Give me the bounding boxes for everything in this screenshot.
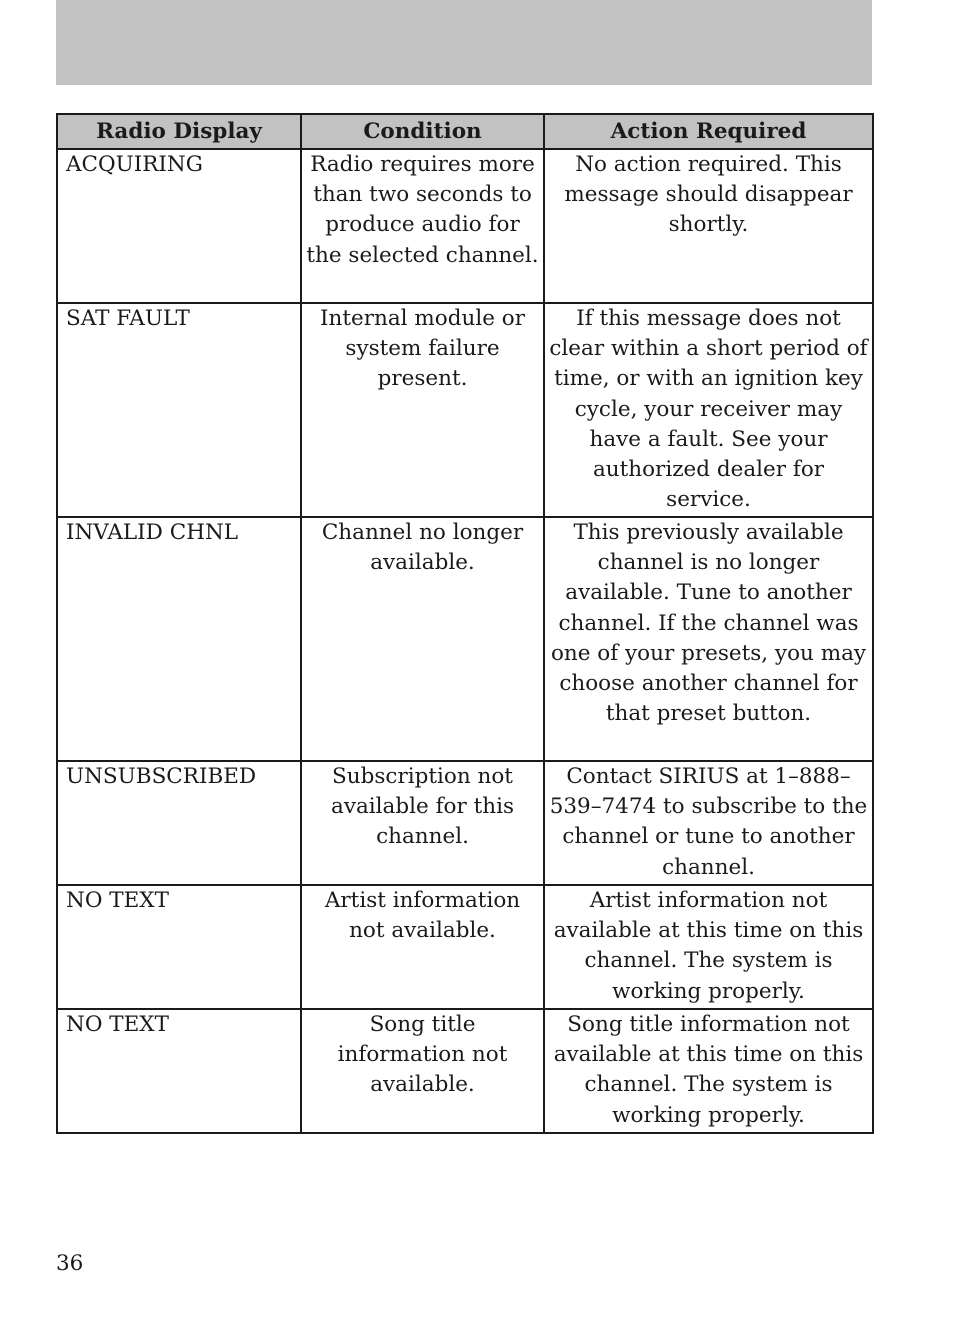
action-required-cell: No action required. This message should disappear shortly.	[544, 149, 873, 303]
action-required-cell: If this message does not clear within a short period of time, or with an ignition key cycle, your receiver may have a fault. See your authorized dealer for service.	[544, 303, 873, 517]
table-header-row	[57, 114, 873, 149]
action-required-cell: Song title information not available at this time on this channel. The system is working properly.	[544, 1009, 873, 1133]
radio-display-cell: ACQUIRING	[57, 149, 301, 303]
radio-display-cell: UNSUBSCRIBED	[57, 761, 301, 885]
table-row	[57, 303, 873, 517]
condition-cell: Radio requires more than two seconds to produce audio for the selected channel.	[301, 149, 544, 303]
radio-display-cell: INVALID CHNL	[57, 517, 301, 761]
table-row	[57, 149, 873, 303]
action-required-cell: Artist information not available at this time on this channel. The system is working properly.	[544, 885, 873, 1009]
table-row	[57, 1009, 873, 1133]
column-header-action-required: Action Required	[544, 114, 873, 149]
condition-cell: Subscription not available for this channel.	[301, 761, 544, 885]
condition-cell: Song title information not available.	[301, 1009, 544, 1133]
condition-cell: Channel no longer available.	[301, 517, 544, 761]
condition-cell: Artist information not available.	[301, 885, 544, 1009]
action-required-cell: This previously available channel is no longer available. Tune to another channel. If the channel was one of your presets, you may choose another channel for that preset button.	[544, 517, 873, 761]
radio-display-cell: NO TEXT	[57, 1009, 301, 1133]
radio-display-cell: NO TEXT	[57, 885, 301, 1009]
table-row	[57, 761, 873, 885]
page-header-band	[56, 0, 872, 85]
table-row	[57, 517, 873, 761]
action-required-cell: Contact SIRIUS at 1–888–539–7474 to subscribe to the channel or tune to another channel.	[544, 761, 873, 885]
table-row	[57, 885, 873, 1009]
radio-display-messages-table	[56, 113, 874, 1134]
column-header-radio-display: Radio Display	[57, 114, 301, 149]
page-number: 36	[56, 1251, 84, 1276]
condition-cell: Internal module or system failure present.	[301, 303, 544, 517]
radio-display-cell: SAT FAULT	[57, 303, 301, 517]
column-header-condition: Condition	[301, 114, 544, 149]
